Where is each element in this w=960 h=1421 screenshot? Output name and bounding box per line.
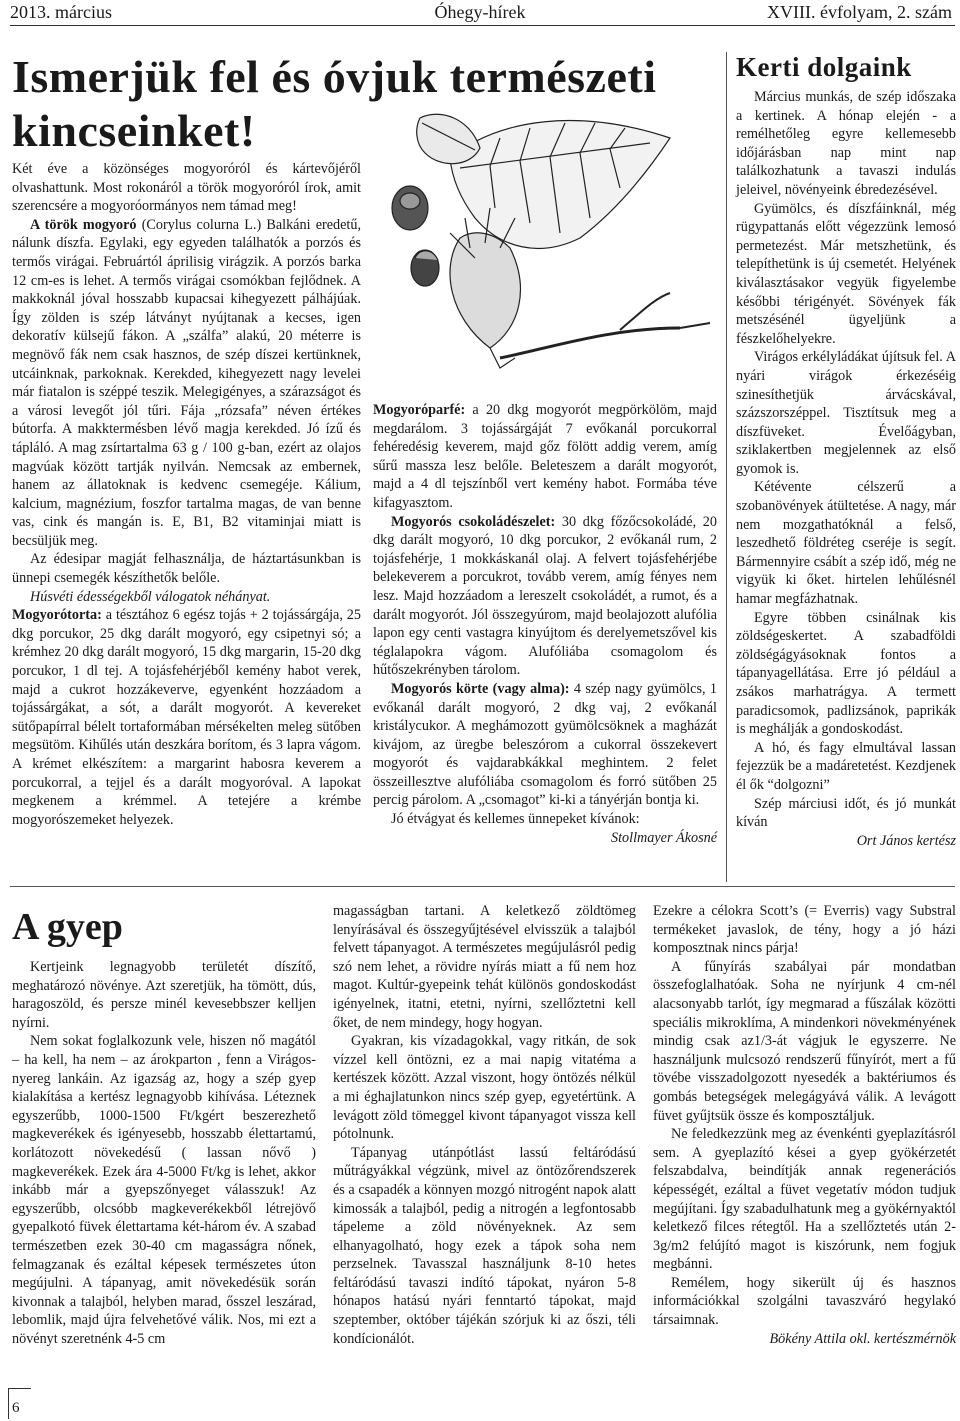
gyep-column-2: magasságban tartani. A keletkező zöldtömeg lenyírásával és összegyűjtésével elvisszük a talajból felvett tápanyagot. A természetes megújulásról pedig szó nem lehet, a rövidre nyírás miatt a fű nem hoz magot. Kultúr-gyepeink tehát különös gondoskodást igényelnek, itatni, etetni, nyírni, szellőztetni kell őket, de nem mindegy, hogy hogyan. Gyakran, kis vízadagokkal, vagy ritkán, de sok vízzel kell öntözni, ez a mai napig vitatéma a kertészek között. Azzal viszont, hogy öntözés nélkül a mi éghajlatunkon nincs szép gyep, egyetértünk. A levágott zöld tömeggel kivont tápanyagot vissza kell pótolnunk. Tápanyag utánpótlást lassú feltáródású műtrágyákkal végzünk, mivel az öntözőrendszerek és a csapadék a könnyen mozgó nitrogént napok alatt kimossák a talajból, pedig a nitrogén a legfontosabb tápeleme a zöld növényeknek. Az sem elhanyagolható, hogy ezek a tápok soha nem perzselnek. Tavasszal használjunk 8-10 hetes feltáródású tavaszi indító tápokat, nyáron 5-8 hónapos hatású nyári fenntartó tápokat, majd szeptember, október tájékán szórjuk ki az őszi, téli kondícionálót. — [333, 903, 636, 1347]
article-paragraph: A török mogyoró (Corylus colurna L.) Balkáni eredetű, nálunk díszfa. Egylaki, egy egyeden találhatók a porzós és termős virágai. Februártól áprilisig virágzik. A porzós barka 12 cm-es is lehet. A termős virágai csomókban fejlődnek. A makkoknál jóval hosszabb kupacsai kihegyezett pálhájúak. Így zölden is szép látványt nyújtanak a kecses, igen dekoratív külsejű fákon. A „szálfa” alakú, 20 méterre is megnövő fák nem csak hasznos, de szép díszei kertünknek, utcáinknak, parkoknak. Kerekded, kihegyezett nagy levelei már fiatalon is széppé teszik. Melegigényes, a szárazságot és a városi levegőt jól tűri. Fája „rózsafa” néven értékes bútorfa. A makktermésben lévő magja kerekded. Jó ízű és tápláló. A mag zsírtartalma 63 g / 100 g-ban, ezért az olajos magvúak között tartják nyilván. Nemcsak az embernek, hanem az állatoknak is kedvenc csemegéje. Kálium, kalcium, magnézium, foszfor tartalma magas, de van benne vas, cink és mangán is. E, B1, B2 vitaminjai miatt is becsüljük meg. — [12, 216, 361, 549]
hazelnut-illustration — [380, 98, 725, 398]
gyep-author: Bökény Attila okl. kertészmérnök — [769, 1330, 956, 1347]
recipe-csokolade: Mogyorós csokoládészelet: 30 dkg főzőcsokoládé, 20 dkg darált mogyoró, 10 dkg porcukor, 2 evőkanál rum, 2 tojásfehérje, 1 mokkáskanál olaj. A felvert tojásfehérjébe belekeverem a porcukrot, tovább verem, amíg fényes nem lesz. Majd hozzáadom a lereszelt csokoládét, a rumot, és a darált mogyorót. Jól összegyúrom, majd beolajozott alufólia lapon egy centi vastagra kinyújtom és derelyemetszővel kis téglalapokra vágom. Alufóliába csomagolom és hűtőszekrényben tárolom. — [373, 513, 717, 679]
recipe-torta: Mogyorótorta: a tésztához 6 egész tojás + 2 tojássárgája, 25 dkg porcukor, 25 dkg darált mogyoró, egy csipetnyi só; a krémhez 20 dkg darált mogyoró, 15 dkg margarin, 15-20 dkg porcukor, 1 dl tej. A tojásfehérjéből kemény habot verek, majd a cukrot hozzákeverve, egyenként hozzáadom a tojássárgákat, a sót, a darált mogyorót. A kevereket sütőpapírral bélelt tortaformában mérsékelten meleg sütőben megsütöm. Kihűlés után deszkára borítom, és 3 lapra vágom. A krémet elkészítem: a margarint habosra keverem a porcukorral, a tejjel és a darált mogyoróval. A lapokat megkenem a krémmel. A tetejére a krémbe mogyorószemeket helyezek. — [12, 607, 361, 828]
recipe-korte: Mogyorós körte (vagy alma): 4 szép nagy gyümölcs, 1 evőkanál darált mogyoró, 2 dkg vaj, 2 evőkanál kristálycukor. A meghámozott gyümölcsöknek a magházát kivájom, az üregbe beleszórom a cukorral összekevert mogyorót és vajdarabkákkal meghintem. 2 felet összeillesztve alufóliába csomagolom és forró sütőben 25 percig párolom. A „csomagot” ki-ki a tányérján bontja ki. — [373, 680, 717, 809]
author-signature: Stollmayer Ákosné — [611, 829, 717, 846]
recipe-parfe: Mogyoróparfé: a 20 dkg mogyorót megpörkölöm, majd megdarálom. 3 tojássárgáját 7 evőkanál porcukorral fehéredésig keverem, majd gőz fölött addig verem, amíg sűrű massza lesz belőle. Beleteszem a darált mogyorót, majd a 4 dl tejszínből vert kemény habot. Formába téve kifagyasztom. — [373, 402, 717, 511]
article-paragraph: Az édesipar magját felhasználja, de háztartásunkban is ünnepi csemegék készíthetők belőle. — [12, 551, 361, 587]
article-column-left — [12, 160, 361, 829]
gyep-column-1: Kertjeink legnagyobb területét díszítő, meghatározó növénye. Azt szeretjük, ha tömött, dús, haragoszöld, és persze minél kevesebbszer kelljen nyírni. Nem sokat foglalkozunk vele, hiszen nő magától – ha kell, ha nem – az árokparton , fenn a Virágos-nyereg lankáin. Az igazság az, hogy a szép gyep kialakítása a kertész legnagyobb kihívása. Léteznek egyszerűbb, 1000-1500 Ft/kgért beszerezhető magkeverékek és igényesebb, hosszabb élettartamú, korlátozott növekedésű ( lassan nővő ) magkeverékek. Ezek ára 4-5000 Ft/kg is lehet, akkor inkább már a gyepszőnyeget válasszuk! Az egyszerűbb, olcsóbb magkeverékekből létrejövő gyepalkotó füvek élettartama két-három év. A szabad természetben ezek 30-40 cm magasságra nőnek, felmagzanak és ezáltal képesek természetes úton megújulni. A tápanyag, amit növekedésük során kivonnak a talajból, helyben marad, ősszel leszárad, lebomlik, majd újra felvehetővé válik. Nos, mi ezt a növényt szeretnénk 4-5 cm — [12, 959, 316, 1347]
kerti-title: Kerti dolgaink — [736, 52, 912, 82]
kerti-column: Március munkás, de szép időszaka a kertinek. A hónap elején - a remélhetőleg egyre kellemesebb időjárásban nap mint nap találkozhatunk a tavaszi indulás jeleivel, növényeink ébredezésével. Gyümölcs, és díszfáinknál, még rügypattanás előtt végezzünk lemosó permetezést. Már metszhetünk, és telepíthetünk is új csemetét. Helyének kiválasztásakor vegyük figyelembe későbbi térigényét. Sövények fák metszésénél ügyeljünk a fészkelőhelyekre. Virágos erkélyládákat újítsuk fel. A nyári virágok érkezéséig szinesíthetjük árvácskával, százszorszéppel. Tisztítsuk meg a díszfüveket. Évelőágyban, sziklakertben megjelennek az első gyomok is. Kétévente célszerű a szobanövények átültetése. A nagy, már nem mozgathatóknál a felső, leszedhető földréteg cseréje is segít. Bármennyire csábít a szép idő, még ne vigyük ki őket. hirtelen lehűlésnél hamar megfázhatnak. Egyre többen csinálnak kis zöldségeskertet. A szabadföldi zöldségágyásoknak fontos a tápanyagellátása. Erre jó például a zsákos marhatrágya. A termett paradicsomok, padlizsánok, paprikák is meghálják a gondoskodást. A hó, és fagy elmultával lassan fejezzük be a madáretetést. Kezdjenek él ők “dolgozni” Szép márciusi időt, és jó munkát kíván Ort János kertész — [736, 89, 956, 849]
page-header — [0, 0, 960, 24]
page-number: 6 — [12, 1400, 20, 1416]
header-date: 2013. március — [10, 2, 112, 22]
header-rule — [10, 25, 955, 26]
header-paper-title: Óhegy-hírek — [434, 2, 526, 22]
article-column-middle — [373, 401, 717, 847]
article-paragraph-italic: Húsvéti édességekből válogatok néhányat. — [30, 588, 271, 605]
closing-line: Jó étvágyat és kellemes ünnepeket kívánok: — [391, 811, 640, 828]
article-title: Ismerjük fel és óvjuk természeti kincseinket! — [12, 51, 657, 156]
gyep-column-3: Ezekre a célokra Scott’s (= Everris) vagy Substral termékeket javaslok, de tény, hogy a jó házi komposztnak nincs párja! A fűnyírás szabályai pár mondatban összefoglalhatóak. Soha ne nyírjunk 4 cm-nél alacsonyabb tarlót, így megmarad a fűszálak közötti speciális mikroklíma, A mindenkori növekményének mindig csak az1/3-át vágjuk le egyszerre. Ne használjunk mulcsozó rendszerű fűnyírót, mert a fű tövébe visszadolgozott nyesedék a baktériumos és gombás betegségek melegágyává válik. A levágott füvet gyűjtsük össze és komposztáljuk. Ne feledkezzünk meg az évenkénti gyeplazításról sem. A gyeplazító kései a gyep gyökérzetét felszabdalva, beindítják annak regenerációs képességét, ezáltal a füvet vegetatív módon tudjuk megújítani. Így szabadulhatunk meg a gyökérnyaktól keletkező filces rétegtől. Ha a szellőztetés után 2-3g/m2 felújító magot is kiszórunk, nem fogjuk megbánni. Remélem, hogy sikerült új és hasznos információkkal szolgálni tavaszváró hegylakó társaimnak. Bökény Attila okl. kertészmérnök — [653, 903, 956, 1347]
kerti-author: Ort János kertész — [856, 832, 956, 849]
column-divider — [726, 52, 727, 882]
section-rule — [10, 886, 955, 887]
gyep-title: A gyep — [12, 906, 123, 948]
article-intro: Két éve a közönséges mogyoróról és kártevőjéről olvashattunk. Most rokonáról a török mogyoróról írok, amit szerencsére a mogyoróormányos nem támad meg! — [12, 161, 361, 215]
header-issue: XVIII. évfolyam, 2. szám — [767, 2, 952, 22]
